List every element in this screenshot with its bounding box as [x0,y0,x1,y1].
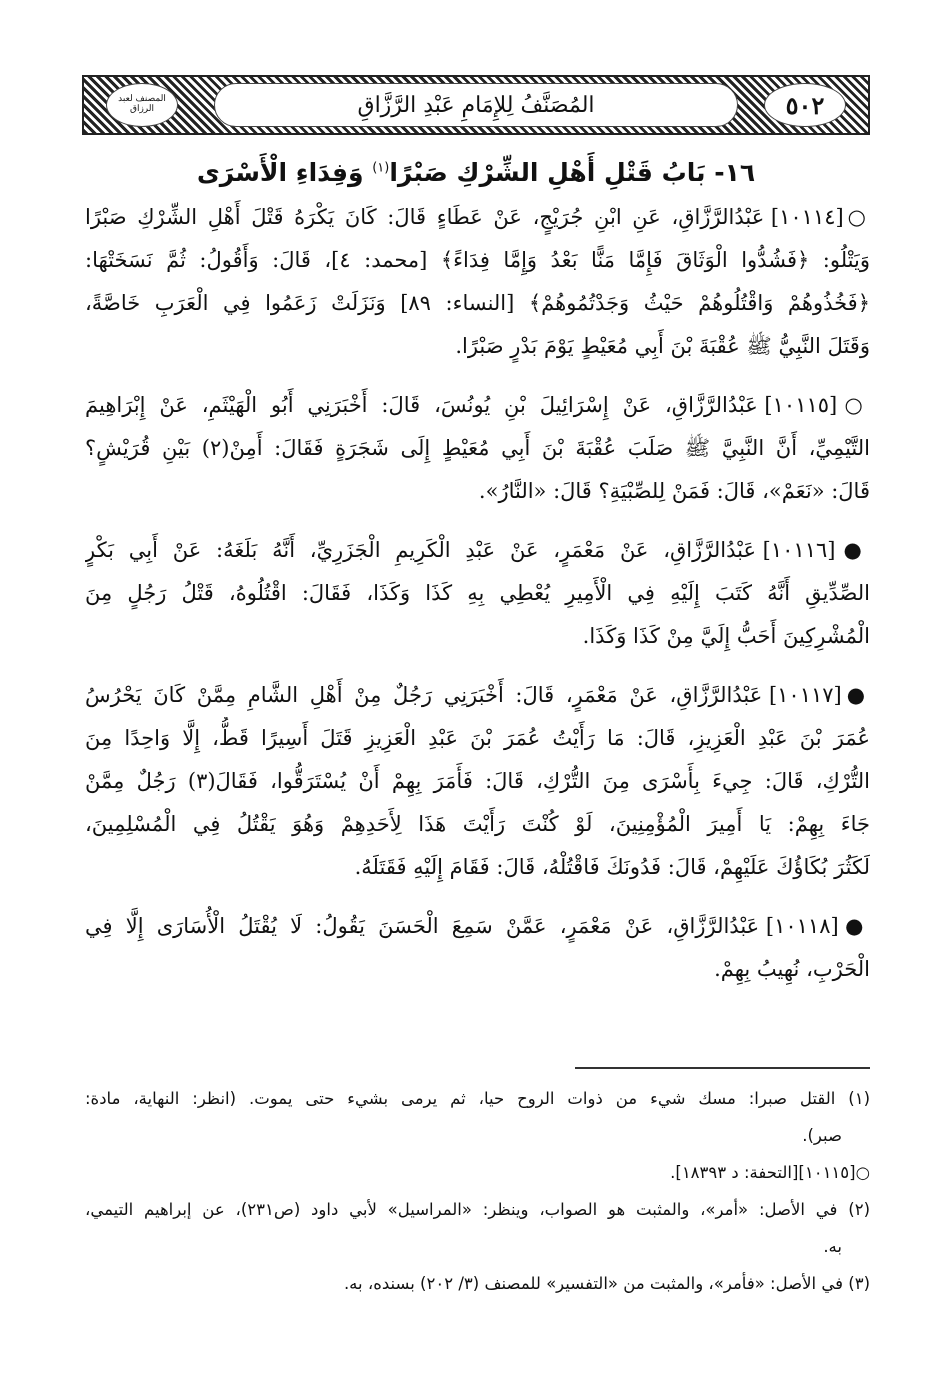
footnote-line: ○[١٠١١٥][التحفة: د ١٨٣٩٣]. [670,1163,870,1182]
text-line: الْمُشْرِكِينَ أَحَبُّ إِلَيَّ مِنْ كَذَا وَكَذَا. [582,624,870,648]
text-line: لَكَثُرَ بُكَاؤُكَ عَلَيْهِمْ، قَالَ: فَدُونَكَ فَاقْتُلْهُ، قَالَ: فَقَامَ إِلَيْهِ فَقَتَلَهُ. [354,855,870,879]
running-header [82,75,870,135]
footnote-line: صبر). [802,1126,842,1145]
footnote-line: (٣) في الأصل: «فأمر»، والمثبت من «التفسير» للمصنف (٣/ ٢٠٢) بسنده، به. [343,1274,870,1293]
hadith-paragraph [85,905,870,991]
hadith-paragraph [85,196,870,368]
text-line: التَّيْمِيِّ، أَنَّ النَّبِيَّ ﷺ صَلَبَ عُقْبَةَ بْنَ أَبِي مُعَيْطٍ إِلَى شَجَرَةٍ فَقَالَ: أَمِنْ(٢) بَيْنِ قُرَيْشٍ؟ [85,436,870,460]
book-logo: المصنف لعبد الرزاق [106,83,178,127]
chapter-title [82,158,870,187]
text-line: وَيَتْلُو: ﴿فَشُدُّوا الْوَثَاقَ فَإِمَّا مَنًّا بَعْدُ وَإِمَّا فِدَاءً﴾ [محمد: ٤]، قَالَ: وَأَقُولُ: ثُمَّ نَسَخَتْهَا: [85,248,870,272]
footnote-line: (٢) في الأصل: «أمر»، والمثبت هو الصواب، وينظر: «المراسيل» لأبي داود (ص٢٣١)، عن إبراهيم التيمي، [85,1200,870,1219]
text-line: ○[١٠١١٥] عَبْدُالرَّزَّاقِ، عَنْ إِسْرَائِيلَ بْنِ يُونُسَ، قَالَ: أَخْبَرَنِي أَبُو الْهَيْثَمِ، عَنْ إِبْرَاهِيمَ [85,393,870,417]
hadith-body [85,196,870,1007]
text-line: ﴿فَخُذُوهُمْ وَاقْتُلُوهُمْ حَيْثُ وَجَدْتُمُوهُمْ﴾ [النساء: ٨٩] وَنَزَلَتْ زَعَمُوا فِي الْعَرَبِ خَاصَّةً، [85,291,870,315]
text-line: الصِّدِّيقِ أَنَّهُ كَتَبَ إِلَيْهِ فِي الْأَمِيرِ يُعْطِي بِهِ كَذَا وَكَذَا، فَقَالَ: اقْتُلُوهُ، قَتْلُ رَجُلٍ مِنَ [85,581,870,605]
text-line: التُّرْكِ، قَالَ: جِيءَ بِأَسْرَى مِنَ التُّرْكِ، قَالَ: فَأَمَرَ بِهِمْ أَنْ يُسْتَرَقُّوا، فَقَالَ(٣) رَجُلٌ مِمَّنْ [85,769,870,793]
footnote-line: به. [823,1237,842,1256]
text-line: ●[١٠١١٦] عَبْدُالرَّزَّاقِ، عَنْ مَعْمَرٍ، عَنْ عَبْدِ الْكَرِيمِ الْجَزَرِيِّ، أَنَّهُ بَلَغَهُ: عَنْ أَبِي بَكْرٍ [85,538,870,562]
book-title: المُصَنَّفُ لِلإِمَامِ عَبْدِ الرَّزَّاقِ [214,83,738,127]
footnote-ref: (١) [372,160,390,176]
footnotes [85,1080,870,1302]
page-number: ٥٠٢ [764,83,846,127]
hadith-paragraph [85,674,870,889]
hadith-paragraph [85,384,870,513]
text-line: ●[١٠١١٧] عَبْدُالرَّزَّاقِ، عَنْ مَعْمَرٍ، قَالَ: أَخْبَرَنِي رَجُلٌ مِنْ أَهْلِ الشَّامِ مِمَّنْ كَانَ يَحْرُسُ [85,683,870,707]
chapter-title-end: وَفِدَاءِ الْأَسْرَى [196,158,364,187]
footnote-divider [575,1067,870,1069]
text-line: جَاءَ بِهِمْ: يَا أَمِيرَ الْمُؤْمِنِينَ، لَوْ كُنْتَ رَأَيْتَ هَذَا لِأَحَدِهِمْ وَهُوَ يَقْتُلُ فِي الْمُسْلِمِينَ، [85,812,870,836]
text-line: ●[١٠١١٨] عَبْدُالرَّزَّاقِ، عَنْ مَعْمَرٍ، عَمَّنْ سَمِعَ الْحَسَنَ يَقُولُ: لَا يُقْتَلُ الْأُسَارَى إِلَّا فِي [85,914,870,938]
hadith-paragraph [85,529,870,658]
footnote-line: (١) القتل صبرا: مسك شيء من ذوات الروح حيا، ثم يرمى بشيء حتى يموت. (انظر: النهاية، مادة: [85,1089,870,1108]
chapter-title-text: ١٦- بَابُ قَتْلِ أَهْلِ الشِّرْكِ صَبْرًا [389,158,756,187]
text-line: عُمَرَ بْنَ عَبْدِ الْعَزِيزِ، قَالَ: مَا رَأَيْتُ عُمَرَ بْنَ عَبْدِ الْعَزِيزِ قَتَلَ أَسِيرًا قَطُّ، إِلَّا وَاحِدًا مِنَ [85,726,870,750]
text-line: ○[١٠١١٤] عَبْدُالرَّزَّاقِ، عَنِ ابْنِ جُرَيْجٍ، عَنْ عَطَاءٍ قَالَ: كَانَ يَكْرَهُ قَتْلَ أَهْلِ الشِّرْكِ صَبْرًا [85,205,870,229]
text-line: قَالَ: «نَعَمْ»، قَالَ: فَمَنْ لِلصِّبْيَةِ؟ قَالَ: «النَّارُ». [478,479,870,503]
text-line: وَقَتَلَ النَّبِيُّ ﷺ عُقْبَةَ بْنَ أَبِي مُعَيْطٍ يَوْمَ بَدْرٍ صَبْرًا. [455,334,870,358]
text-line: الْحَرْبِ، نُهِيبُ بِهِمْ. [714,957,870,981]
